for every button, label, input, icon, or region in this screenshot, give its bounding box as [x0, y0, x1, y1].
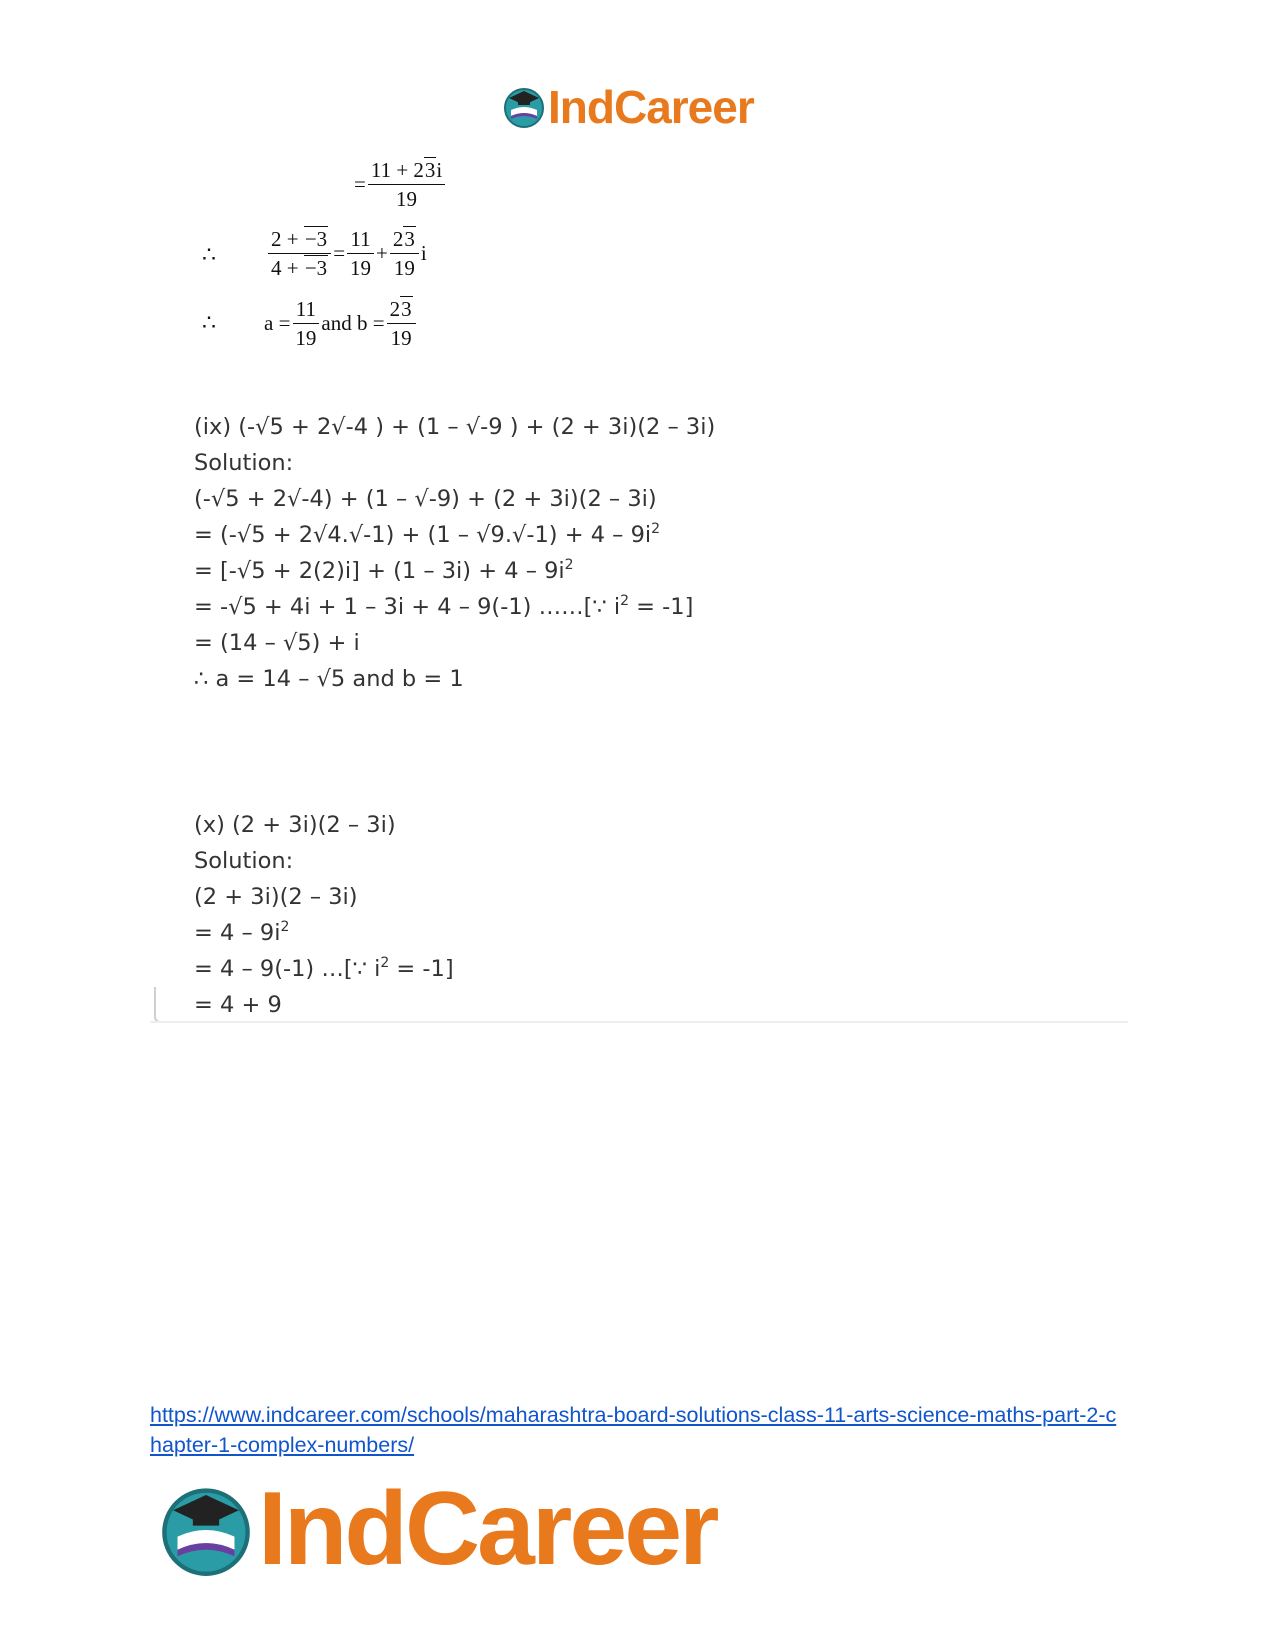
numerator-suffix: i [436, 158, 443, 182]
denominator: 19 [390, 326, 412, 350]
lhs-den-text: 4 + [271, 256, 304, 280]
step-text: = 4 – 9i [194, 920, 281, 946]
logo-wordmark: IndCareer [548, 81, 754, 133]
denominator: 19 [393, 256, 415, 280]
and-b-label: and b = [321, 311, 385, 335]
fraction [368, 157, 445, 212]
superscript: 2 [280, 919, 290, 935]
solution-step: = 4 + 9 [194, 992, 282, 1018]
footer-logo [160, 1470, 717, 1589]
therefore-symbol: ∴ [202, 243, 216, 268]
denominator: 19 [350, 256, 372, 280]
fraction [292, 296, 319, 351]
fraction [387, 296, 416, 351]
numerator-text: 11 + 2 [370, 158, 424, 182]
solution-step [194, 954, 454, 984]
source-url-link[interactable]: https://www.indcareer.com/schools/maharashtra-board-solutions-class-11-arts-science-maths-part-2-chapter-1-complex-numbers/ [150, 1403, 1117, 1457]
fraction [347, 226, 374, 281]
numerator: 11 [293, 296, 319, 324]
fraction [390, 226, 419, 281]
sqrt-term: 3 [401, 297, 412, 321]
equals-sign: = [354, 172, 366, 196]
solution-step [194, 556, 574, 586]
solution-step: (2 + 3i)(2 – 3i) [194, 884, 358, 910]
equals-sign: = [333, 241, 346, 265]
solution-conclusion: ∴ a = 14 – √5 and b = 1 [194, 666, 464, 692]
superscript: 2 [564, 557, 574, 573]
therefore-symbol: ∴ [202, 311, 216, 336]
sqrt-term: 3 [424, 158, 436, 182]
a-label: a = [264, 311, 291, 335]
math-row-2 [266, 226, 427, 281]
solution-step: = (14 – √5) + i [194, 630, 360, 656]
image-bottom-edge [150, 1021, 1128, 1023]
graduation-cap-globe-book-icon [160, 1484, 252, 1576]
solution-step: (-√5 + 2√-4) + (1 – √-9) + (2 + 3i)(2 – 3i) [194, 486, 657, 512]
denominator: 19 [396, 187, 418, 211]
sqrt-term: −3 [304, 227, 328, 251]
solution-label: Solution: [194, 848, 294, 874]
solution-step [194, 592, 693, 622]
plus-sign: + [376, 241, 388, 265]
image-crop-edge [154, 987, 166, 1023]
header-logo [503, 80, 754, 134]
step-text: = -1] [629, 594, 694, 620]
superscript: 2 [620, 593, 629, 609]
graduation-cap-globe-book-icon [503, 86, 545, 128]
superscript: 2 [380, 955, 390, 971]
numerator-text: 2 [392, 227, 404, 251]
math-row-3 [264, 296, 418, 351]
sqrt-term: 3 [404, 227, 415, 251]
question-ix: (ix) (-√5 + 2√-4 ) + (1 – √-9 ) + (2 + 3i)(2 – 3i) [194, 414, 716, 440]
step-text: = -1] [389, 956, 454, 982]
solution-step [194, 918, 289, 948]
step-text: = 4 – 9(-1) …[∵ i [194, 956, 381, 982]
step-text: = (-√5 + 2√4.√-1) + (1 – √9.√-1) + 4 – 9i [194, 522, 652, 548]
math-row-1 [354, 157, 447, 212]
solution-label: Solution: [194, 450, 294, 476]
imaginary-unit: i [420, 241, 427, 265]
logo-wordmark: IndCareer [258, 1471, 717, 1587]
lhs-fraction [268, 226, 331, 281]
solution-step [194, 520, 660, 550]
lhs-num-text: 2 + [271, 227, 304, 251]
superscript: 2 [651, 521, 661, 537]
question-x: (x) (2 + 3i)(2 – 3i) [194, 812, 396, 838]
step-text: = -√5 + 4i + 1 – 3i + 4 – 9(-1) ……[∵ i [194, 594, 621, 620]
denominator: 19 [295, 326, 317, 350]
numerator-text: 2 [389, 297, 401, 321]
step-text: = [-√5 + 2(2)i] + (1 – 3i) + 4 – 9i [194, 558, 565, 584]
numerator: 11 [347, 226, 373, 254]
sqrt-term: −3 [304, 256, 328, 280]
